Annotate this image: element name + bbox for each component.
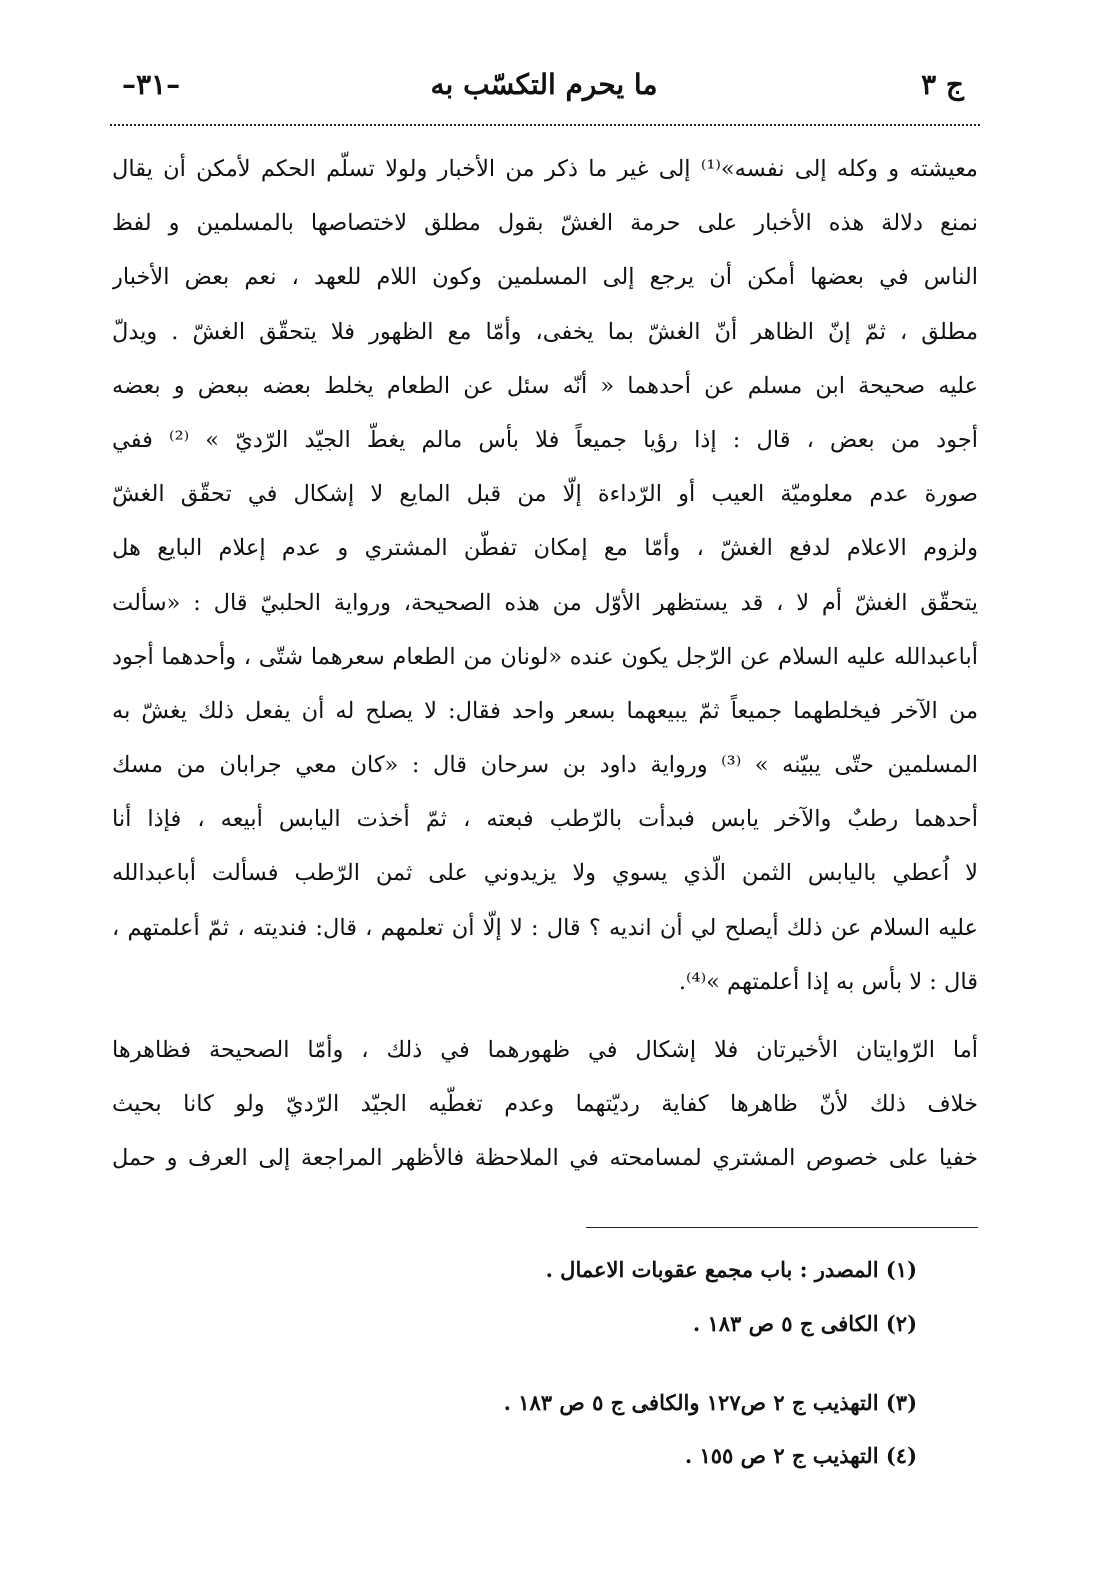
- text-line: معيشته و وكله إلى نفسه»⁽¹⁾ إلى غير ما ذكر من الأخبار ولولا تسلّم الحكم لأمكن أن يقال: [112, 156, 978, 182]
- text-line: عليه السلام عن ذلك أيصلح لي أن انديه ؟ قال : لا إلّا أن تعلمهم ، قال: فنديته ، ثمّ أعلمتهم ،: [112, 914, 978, 941]
- footnote: (٤) التهذيب ج ٢ ص ١٥٥ .: [684, 1443, 917, 1468]
- footnote: (٣) التهذيب ج ٢ ص١٢٧ والكافى ج ٥ ص ١٨٣ .: [503, 1390, 917, 1415]
- footnote-divider: [586, 1227, 978, 1228]
- volume-label: ج ٣: [921, 68, 964, 101]
- main-text: [112, 142, 978, 1186]
- text-line: خفيا على خصوص المشتري لمسامحته في الملاحظة فالأظهر المراجعة إلى العرف و حمل: [112, 1145, 978, 1172]
- chapter-title: ما يحرم التكسّب به: [430, 68, 658, 101]
- text-line: لا اُعطي باليابس الثمن الّذي يسوي ولا يزيدوني على ثمن الرّطب فسألت أباعبدالله: [112, 860, 978, 887]
- header-divider: [110, 124, 980, 126]
- text-line: المسلمين حتّى يبيّنه » ⁽³⁾ ورواية داود بن سرحان قال : «كان معي جرابان من مسك: [112, 752, 978, 779]
- text-line: نمنع دلالة هذه الأخبار على حرمة الغشّ بقول مطلق لاختصاصها بالمسلمين و لفظ: [112, 210, 978, 237]
- running-header: [110, 62, 978, 112]
- footnotes: [112, 1240, 917, 1473]
- text-line: مطلق ، ثمّ إنّ الظاهر أنّ الغشّ بما يخفى، وأمّا مع الظهور فلا يتحقّق الغشّ . ويدلّ: [112, 318, 978, 345]
- text-line: يتحقّق الغشّ أم لا ، قد يستظهر الأوّل من هذه الصحيحة، ورواية الحلبيّ قال : «سألت: [112, 589, 978, 616]
- text-line: الناس في بعضها أمكن أن يرجع إلى المسلمين وكون اللام للعهد ، نعم بعض الأخبار: [112, 264, 978, 291]
- text-line: خلاف ذلك لأنّ ظاهرها كفاية رديّتهما وعدم تغطّيه الجيّد الرّديّ ولو كانا بحيث: [112, 1091, 978, 1118]
- text-line: أجود من بعض ، قال : إذا رؤيا جميعاً فلا بأس مالم يغطّ الجيّد الرّديّ » ⁽²⁾ ففي: [112, 426, 978, 453]
- text-line: صورة عدم معلوميّة العيب أو الرّداءة إلّا من قبل المايع لا إشكال في تحقّق الغشّ: [112, 481, 978, 508]
- text-line: من الآخر فيخلطهما جميعاً ثمّ يبيعهما بسعر واحد فقال: لا يصلح له أن يفعل ذلك يغشّ به: [112, 697, 978, 724]
- text-line: أباعبدالله عليه السلام عن الرّجل يكون عنده «لونان من الطعام سعرهما شتّى ، وأحدهما أجود: [112, 643, 978, 670]
- paragraph-gap: [112, 1009, 978, 1023]
- text-line: أما الرّوايتان الأخيرتان فلا إشكال في ظهورهما في ذلك ، وأمّا الصحيحة فظاهرها: [112, 1037, 978, 1063]
- footnote: (١) المصدر : باب مجمع عقوبات الاعمال .: [545, 1257, 917, 1282]
- footnote: (٢) الكافى ج ٥ ص ١٨٣ .: [692, 1311, 917, 1336]
- text-line: أحدهما رطبٌ والآخر يابس فبدأت بالرّطب فبعته ، ثمّ أخذت اليابس أبيعه ، فإذا أنا: [112, 806, 978, 833]
- page-number: –٣١–: [122, 68, 181, 101]
- text-line: قال : لا بأس به إذا أعلمتهم »⁽⁴⁾.: [678, 968, 978, 995]
- text-line: ولزوم الاعلام لدفع الغشّ ، وأمّا مع إمكان تفطّن المشتري و عدم إعلام البايع هل: [112, 535, 978, 562]
- text-line: عليه صحيحة ابن مسلم عن أحدهما « أنّه سئل عن الطعام يخلط بعضه ببعض و بعضه: [112, 372, 978, 399]
